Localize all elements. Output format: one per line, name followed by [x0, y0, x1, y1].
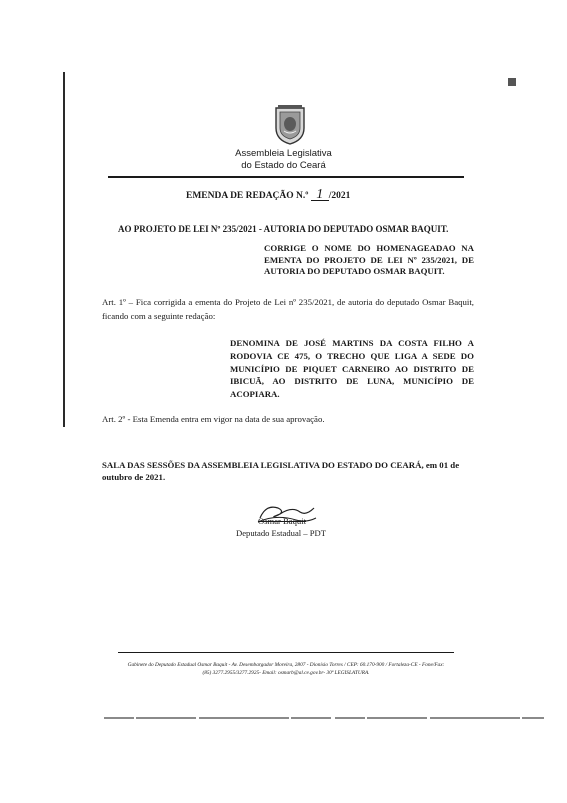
scan-artifact-mark [508, 78, 516, 86]
scan-artifact-left-line [63, 72, 65, 427]
signatory-role: Deputado Estadual – PDT [236, 528, 326, 538]
amendment-summary: CORRIGE O NOME DO HOMENAGEADAO NA EMENTA DO PROJETO DE LEI Nº 235/2021, DE AUTORIA DO DEPUTADO OSMAR BAQUIT. [264, 243, 474, 276]
session-hall-statement: SALA DAS SESSÕES DA ASSEMBLEIA LEGISLATIVA DO ESTADO DO CEARÁ, em 01 de outubro de 2021. [102, 460, 460, 482]
scan-artifact-bottom-line [104, 717, 544, 719]
footer-line1: Gabinete do Deputado Estadual Osmar Baquit - Av. Desembargador Moreira, 2807 - Dionísio Torres / CEP: 60.170-900 / Fortaleza-CE - Fone/Fax: [127, 662, 445, 668]
org-name-line2: do Estado do Ceará [241, 160, 326, 171]
org-name-line1: Assembleia Legislativa [235, 148, 332, 159]
amendment-number: 1 [311, 190, 329, 201]
bill-reference: AO PROJETO DE LEI Nº 235/2021 - AUTORIA DO DEPUTADO OSMAR BAQUIT. [118, 224, 449, 234]
office-footer [96, 661, 476, 677]
title-suffix: /2021 [328, 191, 351, 201]
article-2: Art. 2º - Esta Emenda entra em vigor na data de sua aprovação. [102, 414, 325, 424]
footer-line2: (85) 3277.2955/3277.2925- Email: osmarb@al.ce.gov.br- 30ª LEGISLATURA. [202, 670, 370, 676]
state-coat-of-arms-icon [272, 104, 308, 146]
signatory-name: Osmar Baquit [258, 516, 306, 526]
document-title [186, 187, 351, 202]
title-prefix: EMENDA DE REDAÇÃO N.º [186, 191, 309, 201]
footer-divider [118, 652, 454, 653]
article-1: Art. 1º – Fica corrigida a ementa do Projeto de Lei nº 235/2021, de autoria do deputado Osmar Baquit, ficando com a seguinte redação: [102, 297, 474, 321]
header-divider [108, 176, 464, 178]
new-ementa-text: DENOMINA DE JOSÉ MARTINS DA COSTA FILHO A RODOVIA CE 475, O TRECHO QUE LIGA A SEDE DO MUNICÍPIO DE PIQUET CARNEIRO AO DISTRITO DE IBICUÃ, AO DISTRITO DE LUNA, MUNICÍPIO DE ACOPIARA. [230, 338, 474, 400]
